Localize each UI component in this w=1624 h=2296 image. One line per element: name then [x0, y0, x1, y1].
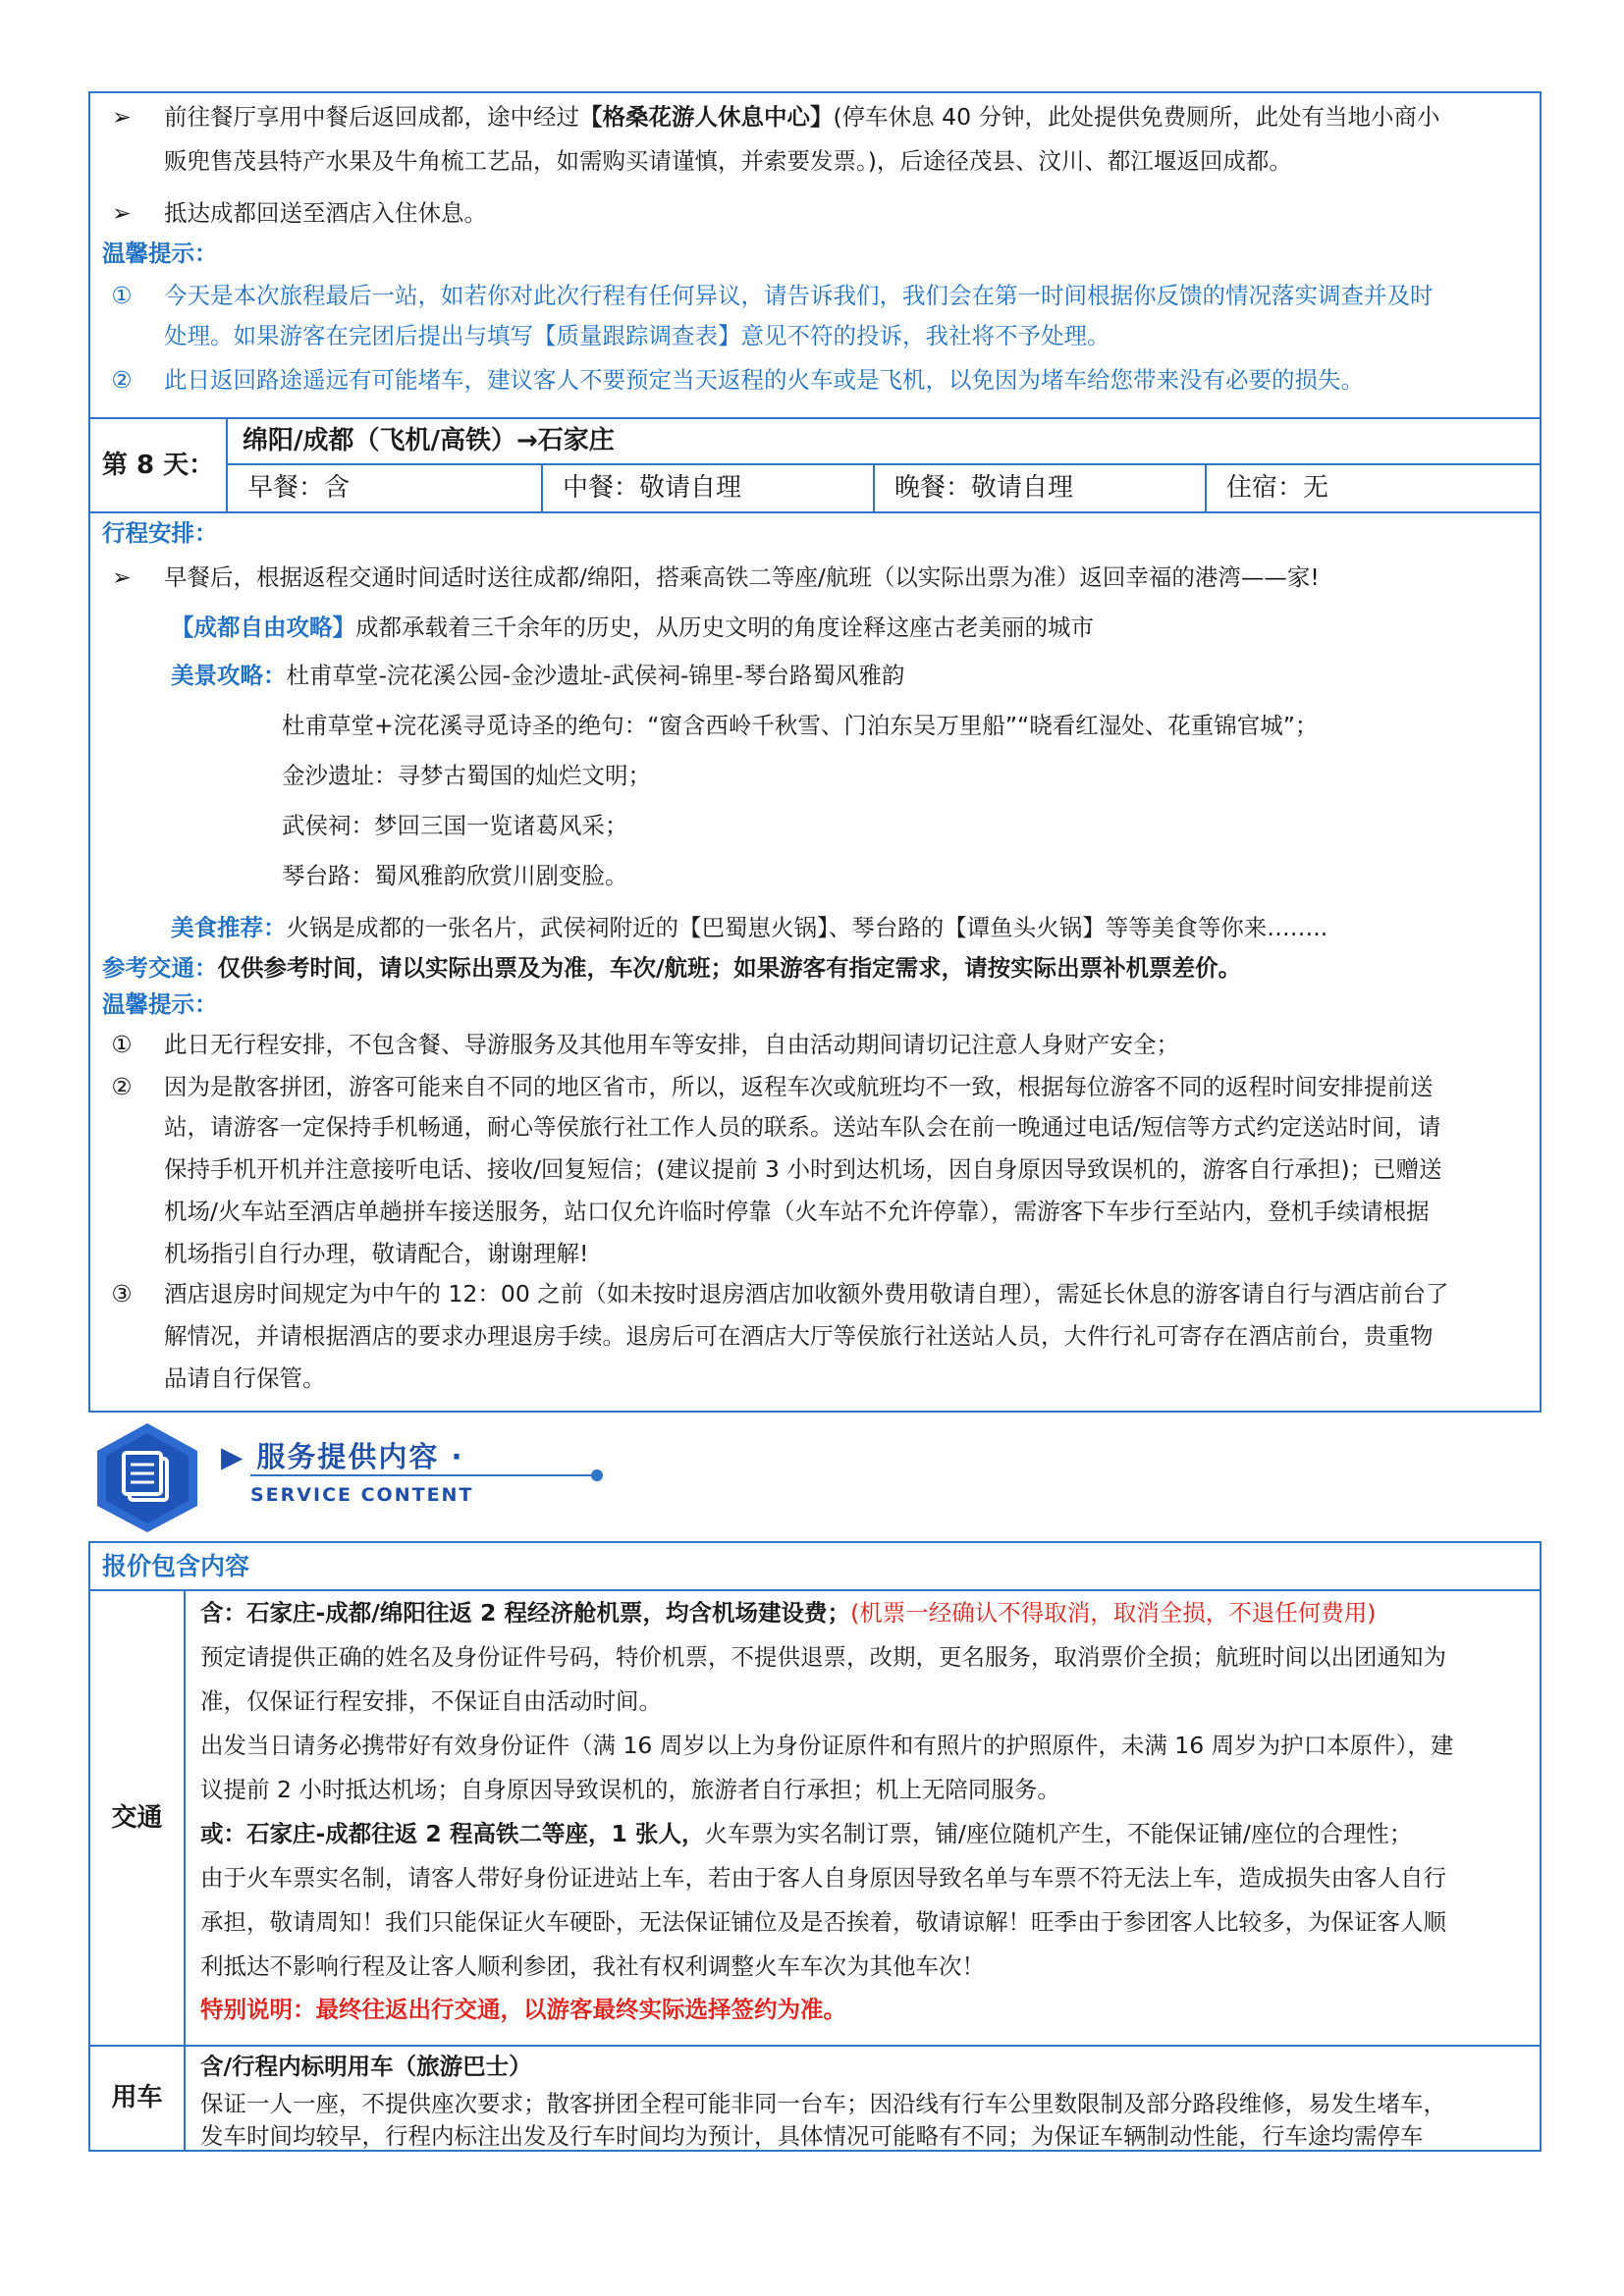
tip-item: ① 此日无行程安排，不包含餐、导游服务及其他用车等安排，自由活动期间请切记注意人身财产安全；	[90, 1023, 1540, 1067]
day-route: 绵阳/成都（飞机/高铁）→石家庄	[228, 419, 1540, 465]
reference-transport: 参考交通：仅供参考时间，请以实际出票及为准，车次/航班；如果游客有指定需求，请按实际出票补机票差价。	[102, 954, 1242, 982]
document-icon	[93, 1421, 201, 1534]
banner-dot	[591, 1469, 603, 1481]
banner-title: ▶ 服务提供内容 ·	[221, 1440, 464, 1473]
tip-continuation: 解情况，并请根据酒店的要求办理退房手续。退房后可在酒店大厅等侯旅行社送站人员，大件行礼可寄存在酒店前台，贵重物	[164, 1322, 1434, 1350]
list-item: ➢ 前往餐厅享用中餐后返回成都，途中经过【格桑花游人休息中心】(停车休息 40 分钟，此处提供免费厕所，此处有当地小商小	[90, 95, 1540, 139]
day-label: 第 8 天：	[90, 419, 228, 511]
number-marker: ②	[111, 1073, 133, 1100]
scenic-item: 金沙遗址：寻梦古蜀国的灿烂文明；	[282, 762, 651, 789]
tip-item: ② 因为是散客拼团，游客可能来自不同的地区省市，所以，返程车次或航班均不一致，根据每位游客不同的返程时间安排提前送	[90, 1065, 1540, 1109]
day8-header-table	[88, 417, 1542, 513]
dinner-cell: 晚餐：敬请自理	[875, 465, 1207, 511]
service-table	[88, 1541, 1542, 2152]
lunch-cell: 中餐：敬请自理	[543, 465, 875, 511]
scenic-item: 杜甫草堂+浣花溪寻觅诗圣的绝句：“窗含西岭千秋雪、门泊东吴万里船”“晓看红湿处、花重锦官城”；	[282, 712, 1319, 739]
number-marker: ②	[111, 366, 133, 394]
guide-line: 【成都自由攻略】成都承载着三千余年的历史，从历史文明的角度诠释这座古老美丽的城市	[171, 614, 1094, 641]
tips-header: 温馨提示：	[102, 240, 218, 267]
number-marker: ③	[111, 1280, 133, 1308]
tip-item: ③ 酒店退房时间规定为中午的 12：00 之前（如未按时退房酒店加收额外费用敬请自理），需延长休息的游客请自行与酒店前台了	[90, 1272, 1540, 1316]
list-item: ➢ 抵达成都回送至酒店入住休息。	[90, 191, 1540, 236]
tip-continuation: 品请自行保管。	[164, 1364, 326, 1392]
car-content: 含/行程内标明用车（旅游巴士） 保证一人一座，不提供座次要求；散客拼团全程可能非同一台车；因沿线有行车公里数限制及部分路段维修，易发生堵车， 发车时间均较早，行程内标注出发及行车时间均为预计，具体情况可能略有不同；为保证车辆制动性能，行车途均需停车	[200, 2053, 1446, 2150]
transport-label: 交通	[90, 1591, 186, 2045]
number-marker: ①	[111, 1031, 133, 1058]
stay-cell: 住宿：无	[1226, 473, 1329, 503]
tip-item: ② 此日返回路途遥远有可能堵车，建议客人不要预定当天返程的火车或是飞机，以免因为堵车给您带来没有必要的损失。	[90, 358, 1540, 402]
tip-item: ① 今天是本次旅程最后一站，如若你对此次行程有任何异议，请告诉我们，我们会在第一时间根据你反馈的情况落实调查并及时	[90, 274, 1540, 318]
bullet-marker: ➢	[112, 103, 132, 131]
scenic-line: 美景攻略：杜甫草堂-浣花溪公园-金沙遗址-武侯祠-锦里-琴台路蜀风雅韵	[171, 662, 905, 689]
scenic-item: 琴台路：蜀风雅韵欣赏川剧变脸。	[282, 862, 628, 889]
scenic-item: 武侯祠：梦回三国一览诸葛风采；	[282, 812, 628, 839]
transport-content: 含：石家庄-成都/绵阳往返 2 程经济舱机票，均含机场建设费；(机票一经确认不得取消，取消全损，不退任何费用) 预定请提供正确的姓名及身份证件号码，特价机票，不提供退票，改期，更名服务，取消票价全损；航班时间以出团通知为 准，仅保证行程安排，不保证自由活动时间。 出发当日请务必携带好有效身份证件（满 16 周岁以上为身份证原件和有照片的护照原件，未满 16 周岁为护口本原件），建 议提前 2 小时抵达机场；自身原因导致误机的，旅游者自行承担；机上无陪同服务。 或：石家庄-成都往返 2 程高铁二等座，1 张人，火车票为实名制订票，铺/座位随机产生，不能保证铺/座位的合理性； 由于火车票实名制，请客人带好身份证进站上车，若由于客人自身原因导致名单与车票不符无法上车，造成损失由客人自行 承担，敬请周知！我们只能保证火车硬卧，无法保证铺位及是否挨着，敬请谅解！旺季由于参团客人比较多，为保证客人顺 利抵达不影响行程及让客人顺利参团，我社有权利调整火车车次为其他车次！ 特别说明：最终往返出行交通，以游客最终实际选择签约为准。	[200, 1599, 1454, 2023]
tips-header: 温馨提示：	[102, 990, 218, 1018]
food-line: 美食推荐：火锅是成都的一张名片，武侯祠附近的【巴蜀崽火锅】、琴台路的【谭鱼头火锅】等等美食等你来……..	[171, 914, 1328, 941]
banner-subtitle: SERVICE CONTENT	[250, 1484, 474, 1506]
schedule-header: 行程安排：	[102, 519, 218, 547]
bullet-marker: ➢	[112, 199, 132, 227]
bullet-marker: ➢	[112, 563, 132, 591]
number-marker: ①	[111, 282, 133, 309]
list-item: ➢ 早餐后，根据返程交通时间适时送往成都/绵阳，搭乘高铁二等座/航班（以实际出票为准）返回幸福的港湾——家!	[90, 556, 1540, 600]
day8-body	[88, 511, 1542, 1413]
table-header: 报价包含内容	[90, 1543, 1540, 1591]
service-banner	[93, 1421, 584, 1534]
day7-section	[88, 91, 1542, 417]
tip-continuation: 机场/火车站至酒店单趟拼车接送服务，站口仅允许临时停靠（火车站不允许停靠），需游客下车步行至站内，登机手续请根据	[164, 1198, 1430, 1225]
banner-divider	[250, 1474, 594, 1476]
tip-continuation: 站，请游客一定保持手机畅通，耐心等侯旅行社工作人员的联系。送站车队会在前一晚通过电话/短信等方式约定送站时间，请	[164, 1113, 1441, 1141]
tip-continuation: 保持手机开机并注意接听电话、接收/回复短信；(建议提前 3 小时到达机场，因自身原因导致误机的，游客自行承担)；已赠送	[164, 1155, 1442, 1183]
breakfast-cell: 早餐：含	[228, 465, 543, 511]
tip-continuation: 机场指引自行办理，敬请配合，谢谢理解!	[164, 1240, 589, 1267]
car-label: 用车	[90, 2047, 186, 2150]
tip-item-continuation: 处理。如果游客在完团后提出与填写【质量跟踪调查表】意见不符的投诉，我社将不予处理。	[164, 322, 1110, 349]
list-item-continuation: 贩兜售茂县特产水果及牛角梳工艺品，如需购买请谨慎，并索要发票。)，后途径茂县、汶川、都江堰返回成都。	[164, 147, 1292, 175]
